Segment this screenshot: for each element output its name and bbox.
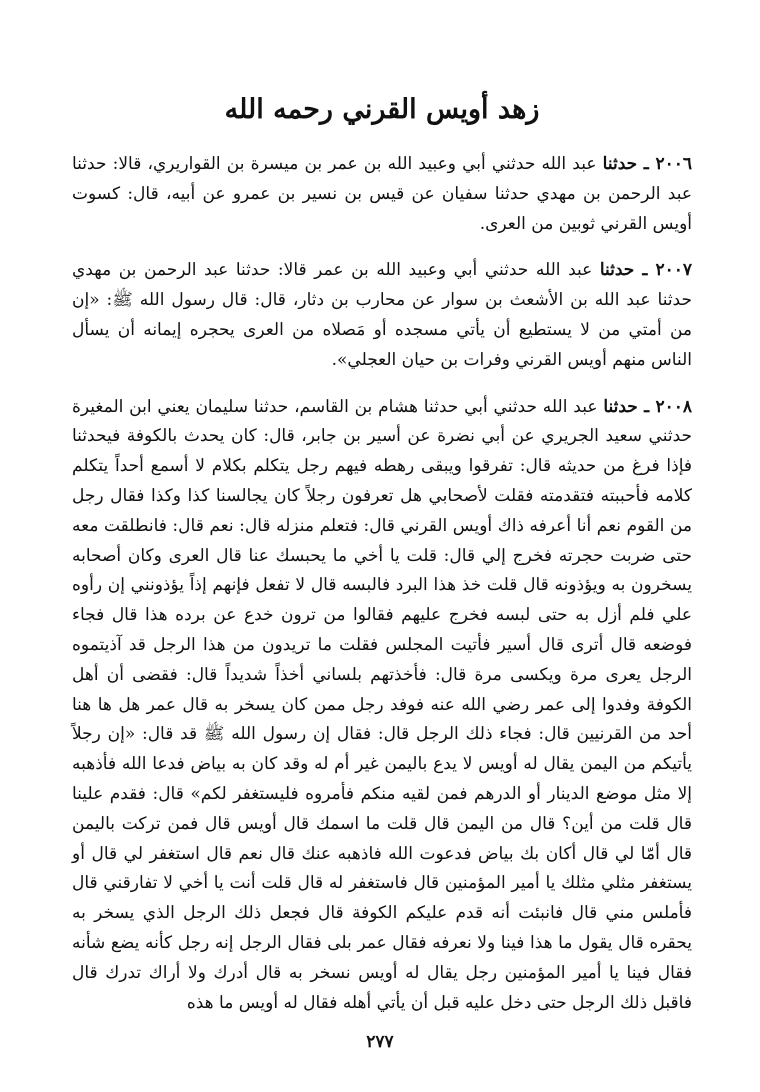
hadith-text: عبد الله حدثني أبي حدثنا هشام بن القاسم، حدثنا سليمان يعني ابن المغيرة حدثني سعيد الجريري عن أبي نضرة عن أسير بن جابر، قال: كان يحدث بالكوفة فيحدثنا فإذا فرغ من حديثه قال: تفرقوا ويبقى رهطه فيهم رجل يتكلم بكلام لا أسمع أحداً يتكلم كلامه فأحببته فتقدمته فقلت لأصحابي هل تعرفون رجلاً كان يجالسنا كذا وكذا فقال رجل من القوم نعم أنا أعرفه ذاك أويس القرني قال: فتعلم منزله قال: نعم قال: فانطلقت معه حتى ضربت حجرته فخرج إلي قال: قلت يا أخي ما يحبسك عنا قال العرى وكان أصحابه يسخرون به ويؤذونه قال قلت خذ هذا البرد فالبسه قال لا تفعل فإنهم إذاً يؤذونني إن رأوه علي فلم أزل به حتى لبسه فخرج عليهم فقالوا من ترون خدع عن برده هذا قال فجاء فوضعه قال أترى قال أسير فأتيت المجلس فقلت ما تريدون من هذا الرجل قد آذيتموه الرجل يعرى مرة ويكسى مرة قال: فأخذتهم بلساني أخذاً شديداً قال: فقضى أن أهل الكوفة وفدوا إلى عمر رضي الله عنه فوفد رجل ممن كان يسخر به قال عمر هل ها هنا أحد من القرنيين قال: فجاء ذلك الرجل قال: فقال إن رسول الله ﷺ قد قال: «إن رجلاً يأتيكم من اليمن يقال له أويس لا يدع باليمن غير أم له وقد كان به بياض فدعا الله فأذهبه إلا مثل موضع الدينار أو الدرهم فمن لقيه منكم فأمروه فليستغفر لكم» قال: فقدم علينا قال قلت من أين؟ قال من اليمن قال قلت ما اسمك قال أويس قال فمن تركت باليمن قال أمّا لي قال أكان بك بياض فدعوت الله فاذهبه عنك قال نعم قال استغفر لي قال أو يستغفر مثلي مثلك يا أمير المؤمنين قال فاستغفر له قال قلت أنت يا أخي لا تفارقني قال فأملس مني قال فانبئت أنه قدم عليكم الكوفة قال فجعل ذلك الرجل الذي يسخر به يحقره قال يقول ما هذا فينا ولا نعرفه فقال عمر بلى فقال الرجل إنه رجل كأنه يضع شأنه فقال فينا يا أمير المؤمنين رجل يقال له أويس نسخر به قال أدرك ولا أراك تدرك قال فاقبل ذلك الرجل حتى دخل عليه قبل أن يأتي أهله فقال له أويس ما هذه <box>72 396 692 1013</box>
hadith-number: ٢٠٠٨ <box>655 396 692 417</box>
hadith-keyword: حدثنا <box>602 154 638 174</box>
hadith-separator: ـ <box>637 154 656 174</box>
hadith-number: ٢٠٠٦ <box>655 154 692 174</box>
hadith-separator: ـ <box>634 260 656 281</box>
hadith-2007 <box>72 256 692 375</box>
page-title: زهد أويس القرني رحمه الله <box>224 94 540 125</box>
hadith-keyword: حدثنا <box>603 396 638 417</box>
hadith-2008 <box>72 393 692 1019</box>
hadith-text: عبد الله حدثني أبي وعبيد الله بن عمر بن ميسرة بن القواريري، قالا: حدثنا عبد الرحمن بن مهدي حدثنا سفيان عن قيس بن نسير بن عمرو عن أبيه، قال: كسوت أويس القرني ثوبين من العرى. <box>72 154 692 234</box>
hadith-text: عبد الله حدثني أبي وعبيد الله بن عمر قالا: حدثنا عبد الرحمن بن مهدي حدثنا عبد الله بن الأشعث بن سوار عن محارب بن دثار، قال: قال رسول الله ﷺ: «إن من أمتي من لا يستطيع أن يأتي مسجده أو مَصلاه من العرى يحجره إيمانه أن يسأل الناس منهم أويس القرني وفرات بن حيان العجلي». <box>72 260 692 370</box>
hadith-separator: ـ <box>637 396 656 417</box>
hadith-keyword: حدثنا <box>599 260 635 281</box>
hadith-2006 <box>72 150 692 239</box>
page-number: ٢٧٧ <box>366 1032 394 1052</box>
hadith-number: ٢٠٠٧ <box>655 260 692 281</box>
